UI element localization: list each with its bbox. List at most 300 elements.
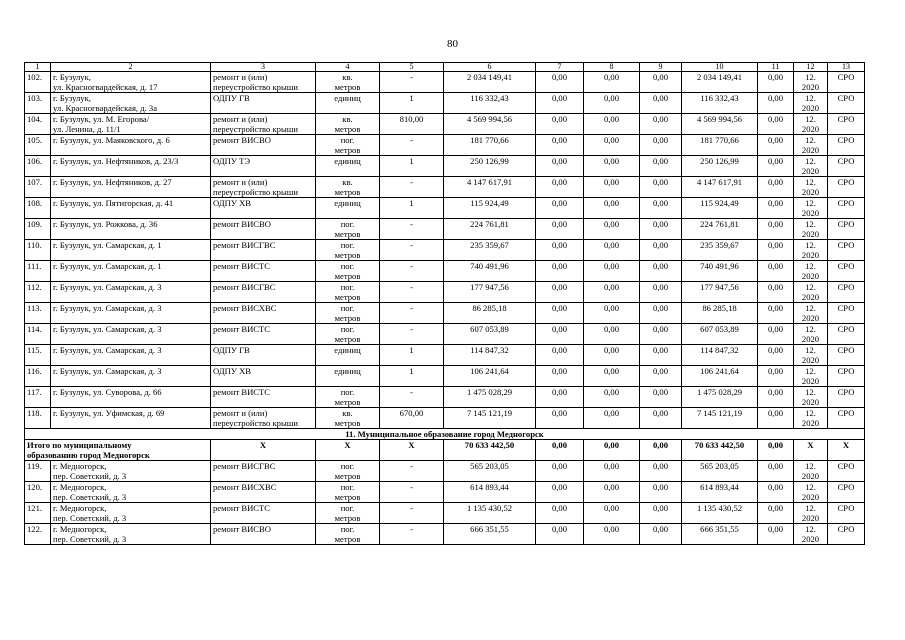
deadline-cell-text: 2020 xyxy=(801,103,820,113)
cost-cell-9-text: 0,00 xyxy=(652,93,669,103)
method-cell-text: СРО xyxy=(837,114,855,124)
quantity-cell-text: - xyxy=(410,482,413,492)
deadline-cell xyxy=(794,135,828,156)
total-cost-cell xyxy=(444,303,536,324)
cost-cell-8-text: 0,00 xyxy=(603,261,620,271)
method-cell-text: СРО xyxy=(837,72,855,82)
address-cell xyxy=(51,503,211,524)
cost-cell-8 xyxy=(584,135,640,156)
deadline-cell-text: 12. xyxy=(805,261,816,271)
unit-cell-text: единиц xyxy=(334,366,361,376)
unit-cell-text: кв. xyxy=(342,114,353,124)
address-cell xyxy=(51,461,211,482)
deadline-cell-text: 12. xyxy=(805,408,816,418)
cost-cell-7-text: 0,00 xyxy=(551,345,568,355)
method-cell xyxy=(828,72,865,93)
address-cell-text: г. Бузулук, ул. М. Егорова/ xyxy=(53,114,150,124)
cost-cell-10-text: 250 126,99 xyxy=(700,156,739,166)
cost-cell-11 xyxy=(758,219,794,240)
cost-cell-11 xyxy=(758,156,794,177)
cost-cell-11 xyxy=(758,261,794,282)
cost-cell-10 xyxy=(682,135,758,156)
work-type-cell xyxy=(211,93,316,114)
work-type-cell xyxy=(211,524,316,545)
cost-cell-8-text: 0,00 xyxy=(603,156,620,166)
unit-cell-text: единиц xyxy=(334,345,361,355)
deadline-cell xyxy=(794,72,828,93)
work-type-cell-text: ремонт и (или) xyxy=(213,114,268,124)
cost-cell-7-text: 0,00 xyxy=(551,324,568,334)
quantity-cell xyxy=(380,177,444,198)
cost-cell-9 xyxy=(640,324,682,345)
method-cell-text: СРО xyxy=(837,482,855,492)
row-number-text: 115. xyxy=(27,345,42,355)
cost-cell-10-text: 1 135 430,52 xyxy=(696,503,743,513)
cost-cell-8-text: 0,00 xyxy=(603,503,620,513)
cost-cell-8 xyxy=(584,114,640,135)
work-type-cell-text: ремонт ВИСТС xyxy=(213,261,271,271)
total-cost-cell xyxy=(444,219,536,240)
total-c3-text: X xyxy=(259,440,267,450)
column-number-7: 7 xyxy=(536,63,584,72)
cost-cell-7 xyxy=(536,198,584,219)
row-number xyxy=(25,503,51,524)
total-cost-cell xyxy=(444,524,536,545)
method-cell xyxy=(828,503,865,524)
table-row xyxy=(25,503,865,524)
row-number xyxy=(25,345,51,366)
deadline-cell-text: 12. xyxy=(805,177,816,187)
cost-cell-11-text: 0,00 xyxy=(767,261,784,271)
unit-cell-text: пог. xyxy=(340,524,355,534)
method-cell xyxy=(828,219,865,240)
address-cell xyxy=(51,261,211,282)
address-cell xyxy=(51,303,211,324)
total-cost-cell xyxy=(444,261,536,282)
total-cost-cell-text: 607 053,89 xyxy=(470,324,509,334)
cost-cell-9 xyxy=(640,408,682,429)
deadline-cell-text: 2020 xyxy=(801,471,820,481)
total-cost-cell xyxy=(444,345,536,366)
table-row xyxy=(25,261,865,282)
cost-cell-7 xyxy=(536,461,584,482)
cost-cell-10-text: 740 491,96 xyxy=(700,261,739,271)
cost-cell-11-text: 0,00 xyxy=(767,177,784,187)
total-c8-text: 0,00 xyxy=(603,440,620,450)
total-label-text: Итого по муниципальному xyxy=(27,440,132,450)
unit-cell-text: метров xyxy=(334,513,361,523)
deadline-cell-text: 12. xyxy=(805,135,816,145)
unit-cell xyxy=(316,482,380,503)
method-cell-text: СРО xyxy=(837,261,855,271)
row-number-text: 105. xyxy=(27,135,43,145)
quantity-cell xyxy=(380,482,444,503)
table-row xyxy=(25,366,865,387)
cost-cell-10-text: 1 475 028,29 xyxy=(696,387,743,397)
cost-cell-7 xyxy=(536,219,584,240)
deadline-cell xyxy=(794,177,828,198)
quantity-cell-text: - xyxy=(410,177,413,187)
cost-cell-8 xyxy=(584,324,640,345)
cost-cell-7 xyxy=(536,345,584,366)
total-cost-cell xyxy=(444,324,536,345)
cost-cell-9-text: 0,00 xyxy=(652,387,669,397)
cost-cell-10-text: 235 359,67 xyxy=(700,240,739,250)
row-number-text: 107. xyxy=(27,177,43,187)
method-cell-text: СРО xyxy=(837,387,855,397)
work-type-cell xyxy=(211,114,316,135)
unit-cell-text: пог. xyxy=(340,219,355,229)
cost-cell-9-text: 0,00 xyxy=(652,135,669,145)
cost-cell-10-text: 4 569 994,56 xyxy=(696,114,743,124)
quantity-cell-text: 670,00 xyxy=(399,408,424,418)
cost-cell-10 xyxy=(682,177,758,198)
deadline-cell xyxy=(794,324,828,345)
cost-cell-11-text: 0,00 xyxy=(767,345,784,355)
work-type-cell xyxy=(211,482,316,503)
cost-cell-9-text: 0,00 xyxy=(652,72,669,82)
total-cost-cell-text: 224 761,81 xyxy=(470,219,509,229)
quantity-cell xyxy=(380,461,444,482)
total-cost-cell xyxy=(444,240,536,261)
work-type-cell xyxy=(211,156,316,177)
cost-cell-9 xyxy=(640,282,682,303)
address-cell-text: г. Бузулук, ул. Самарская, д. 3 xyxy=(53,324,162,334)
cost-cell-10 xyxy=(682,282,758,303)
quantity-cell-text: 1 xyxy=(409,156,414,166)
unit-cell xyxy=(316,408,380,429)
row-number xyxy=(25,482,51,503)
quantity-cell xyxy=(380,345,444,366)
total-c7-text: 0,00 xyxy=(551,440,568,450)
method-cell xyxy=(828,408,865,429)
cost-cell-11-text: 0,00 xyxy=(767,366,784,376)
total-c12 xyxy=(794,440,828,461)
cost-cell-10-text: 116 332,43 xyxy=(700,93,739,103)
total-c6 xyxy=(444,440,536,461)
work-type-cell-text: ремонт ВИСВО xyxy=(213,524,271,534)
cost-cell-8 xyxy=(584,198,640,219)
cost-cell-7 xyxy=(536,261,584,282)
address-cell xyxy=(51,345,211,366)
address-cell xyxy=(51,240,211,261)
address-cell-text: ул. Красногвардейская, д. 17 xyxy=(53,82,158,92)
total-cost-cell-text: 235 359,67 xyxy=(470,240,509,250)
method-cell-text: СРО xyxy=(837,524,855,534)
deadline-cell xyxy=(794,282,828,303)
work-type-cell xyxy=(211,282,316,303)
total-cost-cell-text: 177 947,56 xyxy=(470,282,509,292)
cost-cell-7-text: 0,00 xyxy=(551,156,568,166)
deadline-cell xyxy=(794,366,828,387)
cost-cell-7 xyxy=(536,482,584,503)
cost-cell-8 xyxy=(584,366,640,387)
method-cell xyxy=(828,135,865,156)
total-cost-cell-text: 86 285,18 xyxy=(472,303,507,313)
unit-cell-text: пог. xyxy=(340,261,355,271)
address-cell-text: г. Бузулук, ул. Самарская, д. 3 xyxy=(53,366,162,376)
cost-cell-7-text: 0,00 xyxy=(551,282,568,292)
unit-cell-text: единиц xyxy=(334,156,361,166)
row-number-text: 120. xyxy=(27,482,43,492)
total-c5 xyxy=(380,440,444,461)
row-number-text: 111. xyxy=(27,261,42,271)
quantity-cell-text: 1 xyxy=(409,198,414,208)
cost-cell-7 xyxy=(536,366,584,387)
deadline-cell-text: 12. xyxy=(805,461,816,471)
unit-cell-text: пог. xyxy=(340,482,355,492)
deadline-cell-text: 12. xyxy=(805,72,816,82)
unit-cell-text: пог. xyxy=(340,303,355,313)
cost-cell-9-text: 0,00 xyxy=(652,482,669,492)
cost-cell-11-text: 0,00 xyxy=(767,408,784,418)
total-c4-text: X xyxy=(344,440,351,450)
cost-cell-10 xyxy=(682,93,758,114)
unit-cell xyxy=(316,114,380,135)
cost-cell-8 xyxy=(584,93,640,114)
cost-cell-10 xyxy=(682,345,758,366)
cost-cell-10 xyxy=(682,387,758,408)
cost-cell-9 xyxy=(640,387,682,408)
column-number-8: 8 xyxy=(584,63,640,72)
address-cell xyxy=(51,366,211,387)
table-row xyxy=(25,135,865,156)
cost-cell-7-text: 0,00 xyxy=(551,482,568,492)
table-row xyxy=(25,177,865,198)
total-cost-cell xyxy=(444,114,536,135)
unit-cell xyxy=(316,72,380,93)
cost-cell-9-text: 0,00 xyxy=(652,524,669,534)
cost-cell-8-text: 0,00 xyxy=(603,482,620,492)
total-label-text: образованию город Медногорск xyxy=(27,450,150,460)
work-type-cell xyxy=(211,261,316,282)
row-number-text: 122. xyxy=(27,524,43,534)
cost-cell-11-text: 0,00 xyxy=(767,72,784,82)
cost-cell-11-text: 0,00 xyxy=(767,135,784,145)
deadline-cell-text: 12. xyxy=(805,387,816,397)
column-number-2: 2 xyxy=(51,63,211,72)
quantity-cell xyxy=(380,240,444,261)
total-cost-cell xyxy=(444,408,536,429)
column-number-9: 9 xyxy=(640,63,682,72)
table-body xyxy=(25,63,865,545)
cost-cell-11 xyxy=(758,72,794,93)
cost-cell-10-text: 224 761,81 xyxy=(700,219,739,229)
cost-cell-9 xyxy=(640,135,682,156)
cost-cell-9 xyxy=(640,114,682,135)
cost-cell-9 xyxy=(640,366,682,387)
cost-cell-11-text: 0,00 xyxy=(767,303,784,313)
cost-cell-8-text: 0,00 xyxy=(603,324,620,334)
cost-cell-9-text: 0,00 xyxy=(652,282,669,292)
cost-cell-8 xyxy=(584,303,640,324)
quantity-cell xyxy=(380,72,444,93)
deadline-cell-text: 12. xyxy=(805,366,816,376)
unit-cell xyxy=(316,219,380,240)
address-cell-text: г. Медногорск, xyxy=(53,524,107,534)
method-cell-text: СРО xyxy=(837,156,855,166)
cost-cell-7-text: 0,00 xyxy=(551,240,568,250)
cost-cell-10 xyxy=(682,240,758,261)
cost-cell-9-text: 0,00 xyxy=(652,503,669,513)
work-type-cell xyxy=(211,408,316,429)
total-cost-cell xyxy=(444,387,536,408)
cost-cell-7-text: 0,00 xyxy=(551,461,568,471)
address-cell-text: г. Медногорск, xyxy=(53,482,107,492)
cost-cell-11-text: 0,00 xyxy=(767,219,784,229)
unit-cell-text: метров xyxy=(334,229,361,239)
cost-cell-10 xyxy=(682,524,758,545)
unit-cell-text: пог. xyxy=(340,282,355,292)
unit-cell xyxy=(316,503,380,524)
deadline-cell xyxy=(794,156,828,177)
cost-cell-8-text: 0,00 xyxy=(603,345,620,355)
cost-cell-8-text: 0,00 xyxy=(603,282,620,292)
cost-cell-8-text: 0,00 xyxy=(603,461,620,471)
quantity-cell-text: 810,00 xyxy=(399,114,424,124)
method-cell-text: СРО xyxy=(837,324,855,334)
total-label xyxy=(25,440,211,461)
cost-cell-9-text: 0,00 xyxy=(652,408,669,418)
work-type-cell xyxy=(211,135,316,156)
quantity-cell-text: - xyxy=(410,324,413,334)
cost-cell-10 xyxy=(682,482,758,503)
quantity-cell-text: - xyxy=(410,303,413,313)
work-type-cell-text: ОДПУ ГВ xyxy=(213,93,250,103)
unit-cell-text: метров xyxy=(334,313,361,323)
cost-cell-10-text: 7 145 121,19 xyxy=(696,408,743,418)
row-number xyxy=(25,93,51,114)
column-number-row xyxy=(25,63,865,72)
total-cost-cell xyxy=(444,461,536,482)
deadline-cell-text: 12. xyxy=(805,503,816,513)
total-cost-cell-text: 116 332,43 xyxy=(470,93,509,103)
column-number-10: 10 xyxy=(682,63,758,72)
unit-cell-text: метров xyxy=(334,492,361,502)
cost-cell-8 xyxy=(584,219,640,240)
unit-cell-text: метров xyxy=(334,187,361,197)
method-cell-text: СРО xyxy=(837,219,855,229)
cost-cell-10 xyxy=(682,72,758,93)
cost-cell-9 xyxy=(640,482,682,503)
row-number-text: 106. xyxy=(27,156,43,166)
row-number xyxy=(25,282,51,303)
cost-cell-7-text: 0,00 xyxy=(551,177,568,187)
cost-cell-9 xyxy=(640,93,682,114)
row-number-text: 109. xyxy=(27,219,43,229)
work-type-cell-text: ОДПУ ГВ xyxy=(213,345,250,355)
total-cost-cell-text: 740 491,96 xyxy=(470,261,509,271)
address-cell-text: г. Бузулук, ул. Пятигорская, д. 41 xyxy=(53,198,174,208)
cost-cell-8-text: 0,00 xyxy=(603,114,620,124)
row-number xyxy=(25,219,51,240)
unit-cell xyxy=(316,261,380,282)
method-cell xyxy=(828,198,865,219)
cost-cell-10-text: 86 285,18 xyxy=(702,303,737,313)
work-type-cell-text: ремонт и (или) xyxy=(213,177,268,187)
work-type-cell-text: ОДПУ ХВ xyxy=(213,198,252,208)
cost-cell-9-text: 0,00 xyxy=(652,345,669,355)
cost-cell-7-text: 0,00 xyxy=(551,387,568,397)
address-cell xyxy=(51,282,211,303)
cost-cell-10 xyxy=(682,408,758,429)
deadline-cell-text: 2020 xyxy=(801,334,820,344)
total-c9 xyxy=(640,440,682,461)
cost-cell-7-text: 0,00 xyxy=(551,366,568,376)
table-row xyxy=(25,198,865,219)
method-cell-text: СРО xyxy=(837,303,855,313)
address-cell-text: г. Бузулук, ул. Уфимская, д. 69 xyxy=(53,408,165,418)
repair-program-table xyxy=(24,62,865,545)
work-type-cell-text: ремонт ВИСВО xyxy=(213,135,271,145)
row-number xyxy=(25,114,51,135)
cost-cell-11 xyxy=(758,408,794,429)
cost-cell-8 xyxy=(584,408,640,429)
quantity-cell xyxy=(380,93,444,114)
cost-cell-11-text: 0,00 xyxy=(767,524,784,534)
address-cell xyxy=(51,408,211,429)
unit-cell xyxy=(316,282,380,303)
cost-cell-9 xyxy=(640,503,682,524)
address-cell-text: г. Бузулук, ул. Суворова, д. 66 xyxy=(53,387,162,397)
quantity-cell xyxy=(380,198,444,219)
deadline-cell-text: 12. xyxy=(805,524,816,534)
cost-cell-9-text: 0,00 xyxy=(652,114,669,124)
method-cell xyxy=(828,366,865,387)
cost-cell-10-text: 4 147 617,91 xyxy=(696,177,743,187)
total-cost-cell xyxy=(444,282,536,303)
row-number-text: 103. xyxy=(27,93,43,103)
deadline-cell-text: 2020 xyxy=(801,187,820,197)
cost-cell-8-text: 0,00 xyxy=(603,198,620,208)
column-number-5: 5 xyxy=(380,63,444,72)
row-number xyxy=(25,261,51,282)
unit-cell-text: пог. xyxy=(340,503,355,513)
cost-cell-8-text: 0,00 xyxy=(603,524,620,534)
column-number-1: 1 xyxy=(25,63,51,72)
quantity-cell xyxy=(380,282,444,303)
column-number-11: 11 xyxy=(758,63,794,72)
unit-cell-text: кв. xyxy=(342,72,353,82)
unit-cell-text: кв. xyxy=(342,177,353,187)
work-type-cell-text: ремонт и (или) xyxy=(213,408,268,418)
work-type-cell-text: ремонт ВИСХВС xyxy=(213,482,277,492)
unit-cell-text: пог. xyxy=(340,240,355,250)
total-c7 xyxy=(536,440,584,461)
cost-cell-9 xyxy=(640,345,682,366)
cost-cell-11-text: 0,00 xyxy=(767,198,784,208)
cost-cell-10-text: 106 241,64 xyxy=(700,366,739,376)
work-type-cell xyxy=(211,198,316,219)
cost-cell-7-text: 0,00 xyxy=(551,72,568,82)
deadline-cell-text: 2020 xyxy=(801,376,820,386)
table-row xyxy=(25,387,865,408)
address-cell-text: г. Бузулук, ул. Маяковского, д. 6 xyxy=(53,135,170,145)
unit-cell xyxy=(316,387,380,408)
unit-cell xyxy=(316,177,380,198)
deadline-cell-text: 2020 xyxy=(801,250,820,260)
total-c11 xyxy=(758,440,794,461)
table-row xyxy=(25,408,865,429)
unit-cell-text: метров xyxy=(334,334,361,344)
unit-cell xyxy=(316,345,380,366)
cost-cell-8 xyxy=(584,524,640,545)
quantity-cell xyxy=(380,324,444,345)
total-cost-cell-text: 1 135 430,52 xyxy=(466,503,513,513)
method-cell-text: СРО xyxy=(837,282,855,292)
work-type-cell-text: ремонт ВИСГВС xyxy=(213,282,276,292)
address-cell xyxy=(51,198,211,219)
